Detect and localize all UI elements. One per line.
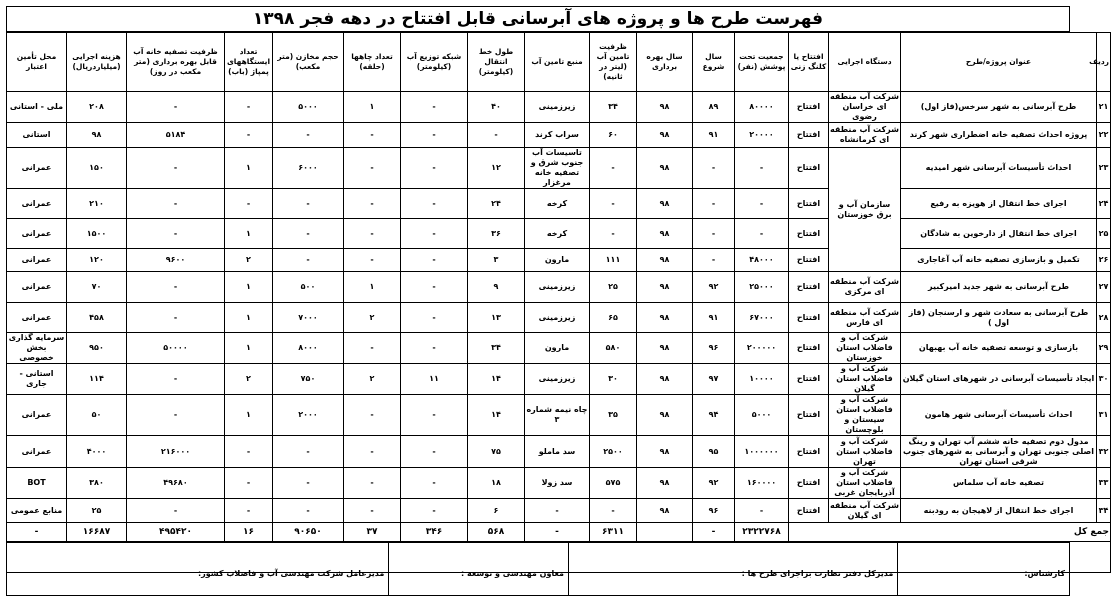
cell-cost: ۵۰ bbox=[67, 395, 127, 436]
cell-start-year: ۹۶ bbox=[693, 333, 735, 364]
cell-row-number: ۲۷ bbox=[1097, 272, 1111, 303]
cell-funding: استانی - جاری bbox=[7, 364, 67, 395]
cell-storage: ۵۰۰۰ bbox=[273, 92, 344, 123]
cell-population: ۱۶۰۰۰۰ bbox=[735, 468, 789, 499]
cell-agency: شرکت آب و فاضلاب استان تهران bbox=[829, 436, 901, 468]
table-row bbox=[7, 436, 1111, 468]
cell-open-type: افتتاح bbox=[789, 148, 829, 189]
cell-agency: شرکت آب منطقه ای فارس bbox=[829, 303, 901, 333]
cell-project-title: اجرای خط انتقال از لاهیجان به رودبنه bbox=[901, 499, 1097, 523]
cell-funding: عمرانی bbox=[7, 189, 67, 219]
cell-line-length: ۳۴ bbox=[468, 333, 525, 364]
cell-project-title: احداث تأسیسات آبرسانی شهر امیدیه bbox=[901, 148, 1097, 189]
cell-funding: عمرانی bbox=[7, 395, 67, 436]
header-wells: تعداد چاهها (حلقه) bbox=[344, 33, 401, 92]
cell-pumps: - bbox=[225, 123, 273, 148]
cell-supply-capacity: ۱۱۱ bbox=[590, 249, 637, 272]
cell-supply-capacity: ۶۵ bbox=[590, 303, 637, 333]
cell-supply-capacity: - bbox=[590, 189, 637, 219]
cell-network: - bbox=[401, 189, 468, 219]
cell-open-type: افتتاح bbox=[789, 436, 829, 468]
cell-water-source: چاه نیمه شماره ۳ bbox=[525, 395, 590, 436]
header-network: شبکه توزیع آب (کیلومتر) bbox=[401, 33, 468, 92]
total-population: ۲۳۲۲۷۶۸ bbox=[735, 523, 789, 542]
cell-plant-capacity: ۴۹۶۸۰ bbox=[127, 468, 225, 499]
header-row bbox=[7, 33, 1111, 92]
cell-funding: BOT bbox=[7, 468, 67, 499]
cell-open-type: افتتاح bbox=[789, 364, 829, 395]
cell-operation-year: ۹۸ bbox=[637, 395, 693, 436]
cell-row-number: ۳۱ bbox=[1097, 395, 1111, 436]
total-label: جمع کل bbox=[789, 523, 1111, 542]
cell-open-type: افتتاح bbox=[789, 123, 829, 148]
cell-row-number: ۲۲ bbox=[1097, 123, 1111, 148]
cell-line-length: ۲۴ bbox=[468, 189, 525, 219]
header-pumps: تعداد ایستگاههای پمپاژ (باب) bbox=[225, 33, 273, 92]
signature-footer bbox=[6, 542, 1070, 596]
cell-start-year: - bbox=[693, 148, 735, 189]
table-row bbox=[7, 249, 1111, 272]
cell-agency: شرکت آب منطقه ای کرمانشاه bbox=[829, 123, 901, 148]
cell-plant-capacity: ۲۱۶۰۰۰ bbox=[127, 436, 225, 468]
page-title: فهرست طرح ها و پروژه های آبرسانی قابل افتتاح در دهه فجر ۱۳۹۸ bbox=[6, 6, 1070, 32]
cell-population: ۸۰۰۰۰ bbox=[735, 92, 789, 123]
cell-water-source: سد زولا bbox=[525, 468, 590, 499]
cell-agency: شرکت آب و فاضلاب استان گیلان bbox=[829, 364, 901, 395]
cell-project-title: ایجاد تأسیسات آبرسانی در شهرهای استان گیلان bbox=[901, 364, 1097, 395]
header-line-length: طول خط انتقال (کیلومتر) bbox=[468, 33, 525, 92]
cell-wells: - bbox=[344, 333, 401, 364]
cell-wells: - bbox=[344, 148, 401, 189]
cell-population: ۲۰۰۰۰ bbox=[735, 123, 789, 148]
total-line: ۵۶۸ bbox=[468, 523, 525, 542]
header-agency: دستگاه اجرایی bbox=[829, 33, 901, 92]
cell-line-length: ۱۸ bbox=[468, 468, 525, 499]
cell-network: ۱۱ bbox=[401, 364, 468, 395]
cell-wells: ۱ bbox=[344, 92, 401, 123]
cell-wells: - bbox=[344, 189, 401, 219]
cell-pumps: ۱ bbox=[225, 219, 273, 249]
cell-network: - bbox=[401, 303, 468, 333]
cell-line-length: ۱۲ bbox=[468, 148, 525, 189]
cell-operation-year: ۹۸ bbox=[637, 436, 693, 468]
table-row bbox=[7, 272, 1111, 303]
header-operation-year: سال بهره برداری bbox=[637, 33, 693, 92]
cell-pumps: - bbox=[225, 189, 273, 219]
header-start-year: سال شروع bbox=[693, 33, 735, 92]
cell-plant-capacity: - bbox=[127, 395, 225, 436]
cell-line-length: ۱۴ bbox=[468, 395, 525, 436]
cell-operation-year: ۹۸ bbox=[637, 219, 693, 249]
cell-funding: عمرانی bbox=[7, 272, 67, 303]
cell-pumps: ۱ bbox=[225, 303, 273, 333]
cell-start-year: ۹۶ bbox=[693, 499, 735, 523]
cell-water-source: سراب کرند bbox=[525, 123, 590, 148]
cell-row-number: ۳۴ bbox=[1097, 499, 1111, 523]
cell-open-type: افتتاح bbox=[789, 468, 829, 499]
cell-cost: ۴۰۰۰ bbox=[67, 436, 127, 468]
cell-line-length: ۱۳ bbox=[468, 303, 525, 333]
cell-population: ۲۰۰۰۰۰ bbox=[735, 333, 789, 364]
cell-project-title: بازسازی و توسعه تصفیه خانه آب بهبهان bbox=[901, 333, 1097, 364]
cell-supply-capacity: ۵۸۰ bbox=[590, 333, 637, 364]
cell-water-source: کرخه bbox=[525, 189, 590, 219]
cell-line-length: ۳ bbox=[468, 249, 525, 272]
cell-open-type: افتتاح bbox=[789, 219, 829, 249]
cell-network: - bbox=[401, 92, 468, 123]
cell-plant-capacity: - bbox=[127, 303, 225, 333]
cell-agency: سازمان آب و برق خوزستان bbox=[829, 148, 901, 272]
cell-network: - bbox=[401, 249, 468, 272]
total-row bbox=[7, 523, 1111, 542]
cell-start-year: ۹۵ bbox=[693, 436, 735, 468]
cell-supply-capacity: - bbox=[590, 148, 637, 189]
cell-plant-capacity: - bbox=[127, 148, 225, 189]
header-row-number: ردیف bbox=[1097, 33, 1111, 92]
header-population: جمعیت تحت پوشش (نفر) bbox=[735, 33, 789, 92]
cell-pumps: ۱ bbox=[225, 272, 273, 303]
cell-cost: ۱۲۰ bbox=[67, 249, 127, 272]
cell-pumps: ۱ bbox=[225, 333, 273, 364]
cell-operation-year: ۹۸ bbox=[637, 189, 693, 219]
cell-funding: سرمایه گذاری بخش خصوصی bbox=[7, 333, 67, 364]
deputy-signature: معاون مهندسی و توسعه : bbox=[388, 543, 568, 595]
total-wells: ۳۷ bbox=[344, 523, 401, 542]
total-operation-year bbox=[637, 523, 693, 542]
table-body bbox=[7, 92, 1111, 573]
table-row bbox=[7, 123, 1111, 148]
cell-start-year: - bbox=[693, 219, 735, 249]
cell-start-year: ۹۲ bbox=[693, 468, 735, 499]
cell-row-number: ۲۹ bbox=[1097, 333, 1111, 364]
cell-open-type: افتتاح bbox=[789, 303, 829, 333]
cell-open-type: افتتاح bbox=[789, 395, 829, 436]
total-source: - bbox=[525, 523, 590, 542]
cell-project-title: مدول دوم تصفیه خانه ششم آب تهران و رینگ اصلی جنوبی تهران و آبرسانی به شهرهای جنوب شرقی استان تهران bbox=[901, 436, 1097, 468]
cell-cost: ۷۰ bbox=[67, 272, 127, 303]
header-project-title: عنوان پروژه/طرح bbox=[901, 33, 1097, 92]
table-row bbox=[7, 499, 1111, 523]
total-plant: ۴۹۵۴۲۰ bbox=[127, 523, 225, 542]
cell-project-title: اجرای خط انتقال از هویزه به رفیع bbox=[901, 189, 1097, 219]
total-storage: ۹۰۶۵۰ bbox=[273, 523, 344, 542]
cell-water-source: سد ماملو bbox=[525, 436, 590, 468]
cell-line-length: - bbox=[468, 123, 525, 148]
cell-storage: - bbox=[273, 436, 344, 468]
cell-operation-year: ۹۸ bbox=[637, 92, 693, 123]
cell-open-type: افتتاح bbox=[789, 333, 829, 364]
cell-wells: - bbox=[344, 123, 401, 148]
cell-operation-year: ۹۸ bbox=[637, 303, 693, 333]
total-cost: ۱۶۶۸۷ bbox=[67, 523, 127, 542]
cell-plant-capacity: - bbox=[127, 364, 225, 395]
manager-signature: مدیرکل دفتر نظارت براجرای طرح ها : bbox=[568, 543, 897, 595]
table-row bbox=[7, 468, 1111, 499]
cell-operation-year: ۹۸ bbox=[637, 148, 693, 189]
cell-cost: ۲۰۸ bbox=[67, 92, 127, 123]
cell-population: ۱۰۰۰۰ bbox=[735, 364, 789, 395]
cell-population: ۵۰۰۰ bbox=[735, 395, 789, 436]
cell-operation-year: ۹۸ bbox=[637, 499, 693, 523]
cell-network: - bbox=[401, 123, 468, 148]
cell-network: - bbox=[401, 468, 468, 499]
cell-population: ۱۰۰۰۰۰۰ bbox=[735, 436, 789, 468]
cell-network: - bbox=[401, 395, 468, 436]
cell-storage: - bbox=[273, 123, 344, 148]
cell-row-number: ۳۰ bbox=[1097, 364, 1111, 395]
cell-operation-year: ۹۸ bbox=[637, 364, 693, 395]
cell-pumps: ۱ bbox=[225, 395, 273, 436]
cell-pumps: - bbox=[225, 92, 273, 123]
cell-open-type: افتتاح bbox=[789, 499, 829, 523]
cell-line-length: ۴۰ bbox=[468, 92, 525, 123]
cell-water-source: کرخه bbox=[525, 219, 590, 249]
cell-funding: استانی bbox=[7, 123, 67, 148]
cell-storage: - bbox=[273, 189, 344, 219]
cell-water-source: زیرزمینی bbox=[525, 92, 590, 123]
cell-supply-capacity: ۲۵ bbox=[590, 272, 637, 303]
cell-pumps: ۱ bbox=[225, 148, 273, 189]
cell-plant-capacity: ۵۱۸۴ bbox=[127, 123, 225, 148]
cell-open-type: افتتاح bbox=[789, 272, 829, 303]
cell-storage: ۲۰۰۰ bbox=[273, 395, 344, 436]
header-plant-capacity: ظرفیت تصفیه خانه آب قابل بهره برداری (متر مکعب در روز) bbox=[127, 33, 225, 92]
cell-line-length: ۹ bbox=[468, 272, 525, 303]
total-supply: ۶۳۱۱ bbox=[590, 523, 637, 542]
cell-water-source: - bbox=[525, 499, 590, 523]
cell-funding: ملی - استانی bbox=[7, 92, 67, 123]
cell-operation-year: ۹۸ bbox=[637, 249, 693, 272]
cell-plant-capacity: ۵۰۰۰۰ bbox=[127, 333, 225, 364]
cell-wells: - bbox=[344, 499, 401, 523]
cell-storage: ۷۰۰۰ bbox=[273, 303, 344, 333]
cell-supply-capacity: - bbox=[590, 499, 637, 523]
header-cost: هزینه اجرایی (میلیاردریال) bbox=[67, 33, 127, 92]
cell-water-source: تاسیسات آب جنوب شرق و تصفیه خانه مرغزار bbox=[525, 148, 590, 189]
cell-population: - bbox=[735, 219, 789, 249]
cell-row-number: ۲۶ bbox=[1097, 249, 1111, 272]
cell-start-year: ۹۴ bbox=[693, 395, 735, 436]
cell-wells: ۱ bbox=[344, 272, 401, 303]
cell-project-title: پروژه احداث تصفیه خانه اضطراری شهر کرند bbox=[901, 123, 1097, 148]
cell-start-year: ۹۱ bbox=[693, 303, 735, 333]
table-row bbox=[7, 333, 1111, 364]
cell-pumps: ۲ bbox=[225, 249, 273, 272]
cell-agency: شرکت آب منطقه ای مرکزی bbox=[829, 272, 901, 303]
cell-supply-capacity: - bbox=[590, 219, 637, 249]
cell-project-title: احداث تأسیسات آبرسانی شهر هامون bbox=[901, 395, 1097, 436]
table-row bbox=[7, 303, 1111, 333]
cell-row-number: ۲۵ bbox=[1097, 219, 1111, 249]
cell-water-source: زیرزمینی bbox=[525, 303, 590, 333]
cell-supply-capacity: ۵۷۵ bbox=[590, 468, 637, 499]
cell-pumps: - bbox=[225, 436, 273, 468]
cell-row-number: ۳۲ bbox=[1097, 436, 1111, 468]
cell-project-title: تصفیه خانه آب سلماس bbox=[901, 468, 1097, 499]
cell-plant-capacity: - bbox=[127, 189, 225, 219]
cell-operation-year: ۹۸ bbox=[637, 272, 693, 303]
cell-wells: - bbox=[344, 436, 401, 468]
cell-cost: ۳۸۰ bbox=[67, 468, 127, 499]
cell-wells: ۲ bbox=[344, 303, 401, 333]
cell-agency: شرکت آب منطقه ای خراسان رضوی bbox=[830, 92, 899, 121]
header-storage: حجم مخازن (متر مکعب) bbox=[273, 33, 344, 92]
cell-plant-capacity: - bbox=[127, 272, 225, 303]
cell-operation-year: ۹۸ bbox=[637, 468, 693, 499]
cell-storage: - bbox=[273, 499, 344, 523]
cell-start-year: - bbox=[693, 249, 735, 272]
ceo-signature: مدیرعامل شرکت مهندسی آب و فاضلاب کشور: bbox=[197, 569, 385, 578]
projects-table bbox=[6, 32, 1111, 573]
cell-wells: ۲ bbox=[344, 364, 401, 395]
cell-network: - bbox=[401, 148, 468, 189]
cell-water-source: زیرزمینی bbox=[525, 364, 590, 395]
cell-storage: ۸۰۰۰ bbox=[273, 333, 344, 364]
cell-agency: شرکت آب و فاضلاب استان آذربایجان غربی bbox=[829, 468, 901, 499]
cell-plant-capacity: - bbox=[127, 499, 225, 523]
cell-row-number: ۲۳ bbox=[1097, 148, 1111, 189]
cell-cost: ۲۵ bbox=[67, 499, 127, 523]
cell-population: ۲۵۰۰۰ bbox=[735, 272, 789, 303]
cell-cost: ۹۸ bbox=[67, 123, 127, 148]
cell-network: - bbox=[401, 272, 468, 303]
cell-wells: - bbox=[344, 219, 401, 249]
cell-pumps: - bbox=[225, 468, 273, 499]
cell-network: - bbox=[401, 436, 468, 468]
cell-project-title: طرح آبرسانی به شهر سرخس(فاز اول) bbox=[901, 92, 1097, 123]
header-funding: محل تأمین اعتبار bbox=[7, 33, 67, 92]
cell-supply-capacity: ۶۰ bbox=[590, 123, 637, 148]
cell-row-number: ۳۳ bbox=[1097, 468, 1111, 499]
table-row bbox=[7, 364, 1111, 395]
cell-water-source: زیرزمینی bbox=[525, 272, 590, 303]
table-row bbox=[7, 189, 1111, 219]
cell-line-length: ۳۶ bbox=[468, 219, 525, 249]
cell-pumps: - bbox=[225, 499, 273, 523]
cell-wells: - bbox=[344, 468, 401, 499]
cell-operation-year: ۹۸ bbox=[637, 333, 693, 364]
cell-project-title: طرح آبرسانی به سعادت شهر و ارسنجان (فاز اول ) bbox=[901, 303, 1097, 333]
cell-plant-capacity: - bbox=[127, 92, 225, 123]
total-start-year: - bbox=[693, 523, 735, 542]
cell-water-source: مارون bbox=[525, 333, 590, 364]
cell-project-title: طرح آبرسانی به شهر جدید امیرکبیر bbox=[901, 272, 1097, 303]
cell-cost: ۱۵۰۰ bbox=[67, 219, 127, 249]
cell-population: ۶۷۰۰۰ bbox=[735, 303, 789, 333]
cell-project-title: اجرای خط انتقال از دارخوین به شادگان bbox=[901, 219, 1097, 249]
cell-supply-capacity: ۳۴ bbox=[590, 92, 637, 123]
cell-start-year: ۹۱ bbox=[693, 123, 735, 148]
cell-line-length: ۶ bbox=[468, 499, 525, 523]
cell-storage: - bbox=[273, 249, 344, 272]
cell-funding: عمرانی bbox=[7, 148, 67, 189]
cell-storage: ۷۵۰ bbox=[273, 364, 344, 395]
cell-cost: ۲۱۰ bbox=[67, 189, 127, 219]
table-row bbox=[7, 395, 1111, 436]
cell-row-number: ۲۴ bbox=[1097, 189, 1111, 219]
cell-cost: ۱۵۰ bbox=[67, 148, 127, 189]
cell-storage: - bbox=[273, 468, 344, 499]
cell-open-type: افتتاح bbox=[789, 189, 829, 219]
cell-cost: ۱۱۴ bbox=[67, 364, 127, 395]
cell-storage: - bbox=[273, 219, 344, 249]
cell-population: ۴۸۰۰۰ bbox=[735, 249, 789, 272]
cell-project-title: تکمیل و بازسازی تصفیه خانه آب آغاجاری bbox=[901, 249, 1097, 272]
cell-start-year: ۸۹ bbox=[693, 92, 735, 123]
cell-population: - bbox=[735, 189, 789, 219]
cell-population: - bbox=[735, 499, 789, 523]
cell-population: - bbox=[735, 148, 789, 189]
cell-supply-capacity: ۳۵ bbox=[590, 395, 637, 436]
cell-storage: ۵۰۰ bbox=[273, 272, 344, 303]
cell-operation-year: ۹۸ bbox=[637, 123, 693, 148]
cell-funding: منابع عمومی bbox=[7, 499, 67, 523]
cell-funding: عمرانی bbox=[7, 303, 67, 333]
cell-supply-capacity: ۳۰ bbox=[590, 364, 637, 395]
cell-cost: ۹۵۰ bbox=[67, 333, 127, 364]
cell-network: - bbox=[401, 333, 468, 364]
cell-row-number: ۲۸ bbox=[1097, 303, 1111, 333]
total-funding: - bbox=[7, 523, 67, 542]
cell-open-type: افتتاح bbox=[789, 92, 829, 123]
table-row bbox=[7, 219, 1111, 249]
cell-network: - bbox=[401, 219, 468, 249]
header-supply-capacity: ظرفیت تامین آب (لیتر در ثانیه) bbox=[590, 33, 637, 92]
cell-start-year: ۹۲ bbox=[693, 272, 735, 303]
cell-plant-capacity: - bbox=[127, 219, 225, 249]
cell-agency: شرکت آب منطقه ای گیلان bbox=[829, 499, 901, 523]
cell-agency: شرکت آب و فاضلاب استان سیستان و بلوچستان bbox=[829, 395, 901, 436]
cell-pumps: ۲ bbox=[225, 364, 273, 395]
cell-plant-capacity: ۹۶۰۰ bbox=[127, 249, 225, 272]
cell-cost: ۴۵۸ bbox=[67, 303, 127, 333]
cell-start-year: ۹۷ bbox=[693, 364, 735, 395]
cell-water-source: مارون bbox=[525, 249, 590, 272]
cell-open-type: افتتاح bbox=[789, 249, 829, 272]
cell-network: - bbox=[401, 499, 468, 523]
cell-start-year: - bbox=[693, 189, 735, 219]
cell-agency: شرکت آب و فاضلاب استان خوزستان bbox=[829, 333, 901, 364]
cell-line-length: ۱۴ bbox=[468, 364, 525, 395]
cell-funding: عمرانی bbox=[7, 249, 67, 272]
cell-storage: ۶۰۰۰ bbox=[273, 148, 344, 189]
header-water-source: منبع تامین آب bbox=[525, 33, 590, 92]
cell-wells: - bbox=[344, 395, 401, 436]
cell-wells: - bbox=[344, 249, 401, 272]
header-open-type: افتتاح یا کلنگ زنی bbox=[789, 33, 829, 92]
cell-supply-capacity: ۲۵۰۰ bbox=[590, 436, 637, 468]
total-pumps: ۱۶ bbox=[225, 523, 273, 542]
cell-row-number: ۲۱ bbox=[1097, 92, 1111, 123]
cell-funding: عمرانی bbox=[7, 219, 67, 249]
cell-funding: عمرانی bbox=[7, 436, 67, 468]
expert-signature: کارشناس: bbox=[897, 543, 1069, 595]
total-network: ۳۴۶ bbox=[401, 523, 468, 542]
table-row bbox=[7, 148, 1111, 189]
cell-line-length: ۷۵ bbox=[468, 436, 525, 468]
table-row bbox=[7, 92, 1111, 123]
